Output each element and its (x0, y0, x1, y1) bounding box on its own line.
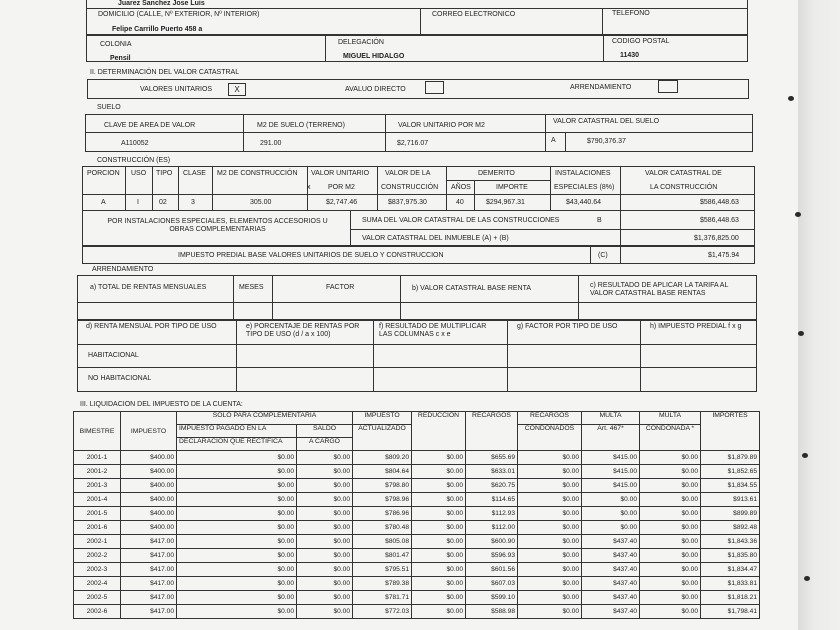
amount-cell: $0.00 (640, 493, 701, 507)
amount-cell: $437.40 (582, 605, 640, 619)
amount-cell: $1,835.80 (701, 549, 760, 563)
amount-cell: $0.00 (297, 465, 353, 479)
amount-cell: $112.93 (466, 507, 518, 521)
constr-h-vdl: VALOR DE LA (385, 170, 431, 177)
amount-cell: $0.00 (640, 535, 701, 549)
valores-unitarios-label: VALORES UNITARIOS (140, 86, 213, 93)
h-bimestre: BIMESTRE (74, 412, 121, 451)
margin-mark-1 (788, 96, 794, 101)
constr-row-m2: 305.00 (250, 199, 272, 206)
constr-h-tipo: TIPO (156, 170, 173, 177)
domicilio-label: DOMICILIO (CALLE, Nº EXTERIOR, Nº INTERIOR) (98, 11, 260, 18)
amount-cell: $0.00 (640, 507, 701, 521)
amount-cell: $0.00 (412, 591, 466, 605)
amount-cell: $437.40 (582, 591, 640, 605)
constr-h-anos: AÑOS (451, 184, 471, 191)
constr-h-importe: IMPORTE (496, 184, 528, 191)
arr-e-label: e) PORCENTAJE DE RENTAS POR TIPO DE USO (d / a x 100) (246, 323, 360, 338)
arr-a-label: a) TOTAL DE RENTAS MENSUALES (90, 284, 207, 291)
amount-cell: $400.00 (121, 521, 177, 535)
liquidacion-header-row-1 (74, 412, 760, 425)
amount-cell: $0.00 (177, 479, 297, 493)
bimestre-cell: 2001-1 (74, 451, 121, 465)
constr-h-vu: VALOR UNITARIO (311, 170, 370, 177)
amount-cell: $0.00 (412, 521, 466, 535)
table-row (74, 605, 760, 619)
arrendamiento-label: ARRENDAMIENTO (570, 84, 632, 91)
amount-cell: $0.00 (518, 521, 582, 535)
bimestre-cell: 2001-4 (74, 493, 121, 507)
arr-meses-label: MESES (239, 284, 264, 291)
table-row (74, 549, 760, 563)
amount-cell: $0.00 (177, 549, 297, 563)
amount-cell: $0.00 (297, 479, 353, 493)
h-saldo-2: A CARGO (297, 438, 353, 451)
suelo-letter: A (551, 137, 556, 144)
suelo-valor-catastral: $790,376.37 (587, 138, 626, 145)
impuesto-letter: (C) (598, 252, 608, 259)
amount-cell: $0.00 (177, 465, 297, 479)
arr-factor-label: FACTOR (326, 284, 355, 291)
h-reduccion: REDUCCION (412, 412, 466, 451)
amount-cell: $0.00 (297, 591, 353, 605)
amount-cell: $0.00 (412, 493, 466, 507)
suelo-header-vc: VALOR CATASTRAL DEL SUELO (553, 118, 660, 125)
amount-cell: $0.00 (177, 591, 297, 605)
amount-cell: $599.10 (466, 591, 518, 605)
amount-cell: $400.00 (121, 479, 177, 493)
amount-cell: $1,852.65 (701, 465, 760, 479)
margin-mark-2 (795, 212, 801, 217)
amount-cell: $0.00 (518, 591, 582, 605)
construccion-title: CONSTRUCCIÓN (ES) (97, 157, 171, 164)
table-row (74, 563, 760, 577)
margin-mark-5 (804, 576, 810, 581)
amount-cell: $0.00 (640, 465, 701, 479)
bimestre-cell: 2001-5 (74, 507, 121, 521)
arr-g-label: g) FACTOR POR TIPO DE USO (517, 323, 618, 330)
cp-value: 11430 (620, 52, 640, 59)
amount-cell: $0.00 (297, 549, 353, 563)
bimestre-cell: 2002-2 (74, 549, 121, 563)
constr-h-m2: M2 DE CONSTRUCCIÓN (217, 170, 298, 177)
amount-cell: $0.00 (297, 563, 353, 577)
amount-cell: $0.00 (297, 507, 353, 521)
constr-row-vdl: $837,975.30 (388, 199, 427, 206)
amount-cell: $804.64 (353, 465, 412, 479)
correo-label: CORREO ELECTRONICO (432, 11, 516, 18)
amount-cell: $0.00 (640, 451, 701, 465)
amount-cell: $0.00 (297, 605, 353, 619)
amount-cell: $0.00 (518, 507, 582, 521)
amount-cell: $0.00 (582, 493, 640, 507)
constr-h-esp: ESPECIALES (8%) (554, 184, 615, 191)
amount-cell: $0.00 (640, 521, 701, 535)
amount-cell: $0.00 (518, 465, 582, 479)
amount-cell: $0.00 (177, 605, 297, 619)
table-row (74, 451, 760, 465)
margin-mark-3 (798, 331, 804, 336)
inmueble-label: VALOR CATASTRAL DEL INMUEBLE (A) + (B) (362, 235, 509, 242)
amount-cell: $415.00 (582, 465, 640, 479)
amount-cell: $0.00 (297, 521, 353, 535)
amount-cell: $0.00 (177, 451, 297, 465)
amount-cell: $417.00 (121, 577, 177, 591)
constr-h-demerito: DEMERITO (478, 170, 515, 177)
h-saldo-1: SALDO (297, 425, 353, 438)
suelo-header-vu: VALOR UNITARIO POR M2 (398, 122, 485, 129)
amount-cell: $0.00 (582, 507, 640, 521)
amount-cell: $0.00 (412, 451, 466, 465)
delegacion-label: DELEGACIÓN (338, 39, 384, 46)
bimestre-cell: 2001-3 (74, 479, 121, 493)
amount-cell: $798.80 (353, 479, 412, 493)
amount-cell: $0.00 (412, 605, 466, 619)
constr-row-anos: 40 (456, 199, 464, 206)
bimestre-cell: 2002-5 (74, 591, 121, 605)
amount-cell: $0.00 (412, 535, 466, 549)
h-multa-1: MULTA (582, 412, 640, 425)
amount-cell: $600.90 (466, 535, 518, 549)
h-solo-complementaria: SOLO PARA COMPLEMENTARIA (177, 412, 353, 425)
table-row (74, 535, 760, 549)
amount-cell: $596.93 (466, 549, 518, 563)
impuesto-predial-label: IMPUESTO PREDIAL BASE VALORES UNITARIOS DE SUELO Y CONSTRUCCION (178, 252, 444, 259)
amount-cell: $620.75 (466, 479, 518, 493)
amount-cell: $0.00 (297, 451, 353, 465)
amount-cell: $437.40 (582, 549, 640, 563)
arr-habitacional: HABITACIONAL (88, 352, 139, 359)
amount-cell: $1,834.47 (701, 563, 760, 577)
amount-cell: $0.00 (297, 493, 353, 507)
suelo-m2: 291.00 (260, 140, 282, 147)
amount-cell: $781.71 (353, 591, 412, 605)
arr-b-label: b) VALOR CATASTRAL BASE RENTA (412, 285, 532, 292)
amount-cell: $415.00 (582, 479, 640, 493)
amount-cell: $437.40 (582, 563, 640, 577)
amount-cell: $892.48 (701, 521, 760, 535)
cp-label: CODIGO POSTAL (612, 38, 670, 45)
constr-row-vu: $2,747.46 (326, 199, 358, 206)
inmueble-value: $1,376,825.00 (694, 235, 739, 242)
bimestre-cell: 2002-6 (74, 605, 121, 619)
arr-f-label: f) RESULTADO DE MULTIPLICAR LAS COLUMNAS c x e (379, 323, 487, 338)
amount-cell: $1,833.81 (701, 577, 760, 591)
bimestre-cell: 2002-3 (74, 563, 121, 577)
contributor-name: Juarez Sanchez Jose Luis (118, 0, 205, 7)
suelo-valor-unitario: $2,716.07 (397, 140, 429, 147)
bimestre-cell: 2002-1 (74, 535, 121, 549)
constr-row-porcion: A (101, 199, 106, 206)
delegacion-value: MIGUEL HIDALGO (343, 53, 405, 60)
amount-cell: $0.00 (297, 577, 353, 591)
constr-h-porcion: PORCION (87, 170, 120, 177)
amount-cell: $809.20 (353, 451, 412, 465)
amount-cell: $0.00 (518, 535, 582, 549)
h-rec-cond-1: RECARGOS (518, 412, 582, 425)
liquidacion-title: III. LIQUIDACION DEL IMPUESTO DE LA CUENTA: (80, 401, 243, 408)
amount-cell: $0.00 (518, 577, 582, 591)
amount-cell: $0.00 (518, 493, 582, 507)
amount-cell: $0.00 (518, 479, 582, 493)
amount-cell: $417.00 (121, 605, 177, 619)
h-impuesto: IMPUESTO (121, 412, 177, 451)
domicilio-value: Felipe Carrillo Puerto 458 a (112, 26, 203, 33)
amount-cell: $0.00 (412, 563, 466, 577)
constr-row-tipo: 02 (159, 199, 167, 206)
bimestre-cell: 2002-4 (74, 577, 121, 591)
constr-h-lac: LA CONSTRUCCIÓN (650, 184, 718, 191)
amount-cell: $0.00 (177, 563, 297, 577)
h-multa-2: Art. 467* (582, 425, 640, 451)
amount-cell: $795.51 (353, 563, 412, 577)
amount-cell: $1,843.36 (701, 535, 760, 549)
arr-no-habitacional: NO HABITACIONAL (88, 375, 152, 382)
colonia-value: Pensil (110, 55, 131, 62)
amount-cell: $0.00 (412, 507, 466, 521)
h-rec-cond-2: CONDONADOS (518, 425, 582, 451)
amount-cell: $0.00 (518, 549, 582, 563)
amount-cell: $114.65 (466, 493, 518, 507)
amount-cell: $417.00 (121, 535, 177, 549)
arr-c-label: c) RESULTADO DE APLICAR LA TARIFA AL VALOR CATASTRAL BASE RENTAS (590, 282, 729, 297)
amount-cell: $0.00 (640, 479, 701, 493)
suma-letter: B (597, 217, 602, 224)
h-actualizado-2: ACTUALIZADO (353, 425, 412, 451)
constr-row-clase: 3 (191, 199, 195, 206)
amount-cell: $789.38 (353, 577, 412, 591)
constr-row-uso: I (137, 199, 139, 206)
amount-cell: $913.61 (701, 493, 760, 507)
table-row (74, 479, 760, 493)
constr-h-porm2: POR M2 (328, 184, 355, 191)
avaluo-directo-checkbox[interactable] (425, 81, 444, 94)
constr-h-inst: INSTALACIONES (555, 170, 611, 177)
amount-cell: $588.98 (466, 605, 518, 619)
constr-row-vc: $586,448.63 (700, 199, 739, 206)
amount-cell: $1,834.55 (701, 479, 760, 493)
amount-cell: $798.96 (353, 493, 412, 507)
section2-title: II. DETERMINACIÓN DEL VALOR CATASTRAL (90, 69, 240, 76)
suelo-clave: A110052 (121, 140, 149, 147)
constr-h-uso: USO (131, 170, 147, 177)
amount-cell: $417.00 (121, 591, 177, 605)
amount-cell: $0.00 (640, 605, 701, 619)
amount-cell: $0.00 (640, 563, 701, 577)
amount-cell: $601.56 (466, 563, 518, 577)
h-pagado-2: DECLARACION QUE RECTIFICA (177, 438, 297, 451)
amount-cell: $0.00 (640, 577, 701, 591)
table-row (74, 465, 760, 479)
liquidacion-table (73, 411, 760, 619)
amount-cell: $1,879.89 (701, 451, 760, 465)
h-importes: IMPORTES (701, 412, 760, 451)
colonia-label: COLONIA (100, 41, 132, 48)
constr-h-clase: CLASE (183, 170, 206, 177)
suma-label: SUMA DEL VALOR CATASTRAL DE LAS CONSTRUCCIONES (362, 217, 560, 224)
arr-d-label: d) RENTA MENSUAL POR TIPO DE USO (86, 323, 217, 330)
amount-cell: $417.00 (121, 549, 177, 563)
h-pagado-1: IMPUESTO PAGADO EN LA (177, 425, 297, 438)
amount-cell: $1,798.41 (701, 605, 760, 619)
instalaciones-label: POR INSTALACIONES ESPECIALES, ELEMENTOS ACCESORIOS U OBRAS COMPLEMENTARIAS (107, 218, 328, 233)
bimestre-cell: 2001-2 (74, 465, 121, 479)
arr-h-label: h) IMPUESTO PREDIAL f x g (650, 323, 742, 330)
suelo-header-clave: CLAVE DE AREA DE VALOR (104, 122, 196, 129)
liquidacion-body (74, 451, 760, 619)
arrendamiento-title: ARRENDAMIENTO (92, 266, 154, 273)
amount-cell: $0.00 (297, 535, 353, 549)
table-row (74, 521, 760, 535)
amount-cell: $786.96 (353, 507, 412, 521)
amount-cell: $655.69 (466, 451, 518, 465)
amount-cell: $0.00 (640, 591, 701, 605)
table-row (74, 507, 760, 521)
amount-cell: $0.00 (518, 605, 582, 619)
suelo-title: SUELO (97, 104, 121, 111)
amount-cell: $400.00 (121, 493, 177, 507)
margin-mark-4 (802, 453, 808, 458)
bimestre-cell: 2001-6 (74, 521, 121, 535)
telefono-label: TELEFONO (612, 10, 650, 17)
amount-cell: $0.00 (177, 493, 297, 507)
constr-row-importe: $294,967.31 (486, 199, 525, 206)
h-recargos: RECARGOS (466, 412, 518, 451)
amount-cell: $400.00 (121, 507, 177, 521)
amount-cell: $400.00 (121, 465, 177, 479)
amount-cell: $0.00 (518, 451, 582, 465)
arrendamiento-checkbox[interactable] (658, 80, 678, 93)
amount-cell: $805.08 (353, 535, 412, 549)
amount-cell: $607.03 (466, 577, 518, 591)
h-multa-cond-2: CONDONADA * (640, 425, 701, 451)
table-row (74, 577, 760, 591)
amount-cell: $0.00 (582, 521, 640, 535)
amount-cell: $0.00 (177, 521, 297, 535)
amount-cell: $0.00 (412, 549, 466, 563)
constr-h-vc: VALOR CATASTRAL DE (645, 170, 722, 177)
amount-cell: $415.00 (582, 451, 640, 465)
amount-cell: $0.00 (412, 577, 466, 591)
amount-cell: $780.48 (353, 521, 412, 535)
table-row (74, 493, 760, 507)
suma-value: $586,448.63 (700, 217, 739, 224)
amount-cell: $437.40 (582, 535, 640, 549)
h-actualizado-1: IMPUESTO (353, 412, 412, 425)
valores-unitarios-checkbox[interactable]: X (228, 83, 246, 96)
h-multa-cond-1: MULTA (640, 412, 701, 425)
constr-h-constr: CONSTRUCCIÓN (381, 184, 439, 191)
amount-cell: $1,818.21 (701, 591, 760, 605)
avaluo-directo-label: AVALUO DIRECTO (345, 86, 406, 93)
amount-cell: $437.40 (582, 577, 640, 591)
constr-row-inst: $43,440.64 (566, 199, 602, 206)
amount-cell: $0.00 (518, 563, 582, 577)
amount-cell: $899.89 (701, 507, 760, 521)
amount-cell: $400.00 (121, 451, 177, 465)
amount-cell: $0.00 (412, 465, 466, 479)
amount-cell: $112.00 (466, 521, 518, 535)
table-row (74, 591, 760, 605)
amount-cell: $0.00 (412, 479, 466, 493)
amount-cell: $0.00 (177, 507, 297, 521)
amount-cell: $0.00 (177, 535, 297, 549)
amount-cell: $633.01 (466, 465, 518, 479)
amount-cell: $0.00 (177, 577, 297, 591)
amount-cell: $0.00 (640, 549, 701, 563)
suelo-header-m2: M2 DE SUELO (TERRENO) (257, 122, 345, 129)
amount-cell: $772.03 (353, 605, 412, 619)
constr-h-x: x (307, 184, 311, 191)
background-surface (798, 0, 840, 630)
amount-cell: $417.00 (121, 563, 177, 577)
impuesto-predial-value: $1,475.94 (708, 252, 740, 259)
amount-cell: $801.47 (353, 549, 412, 563)
